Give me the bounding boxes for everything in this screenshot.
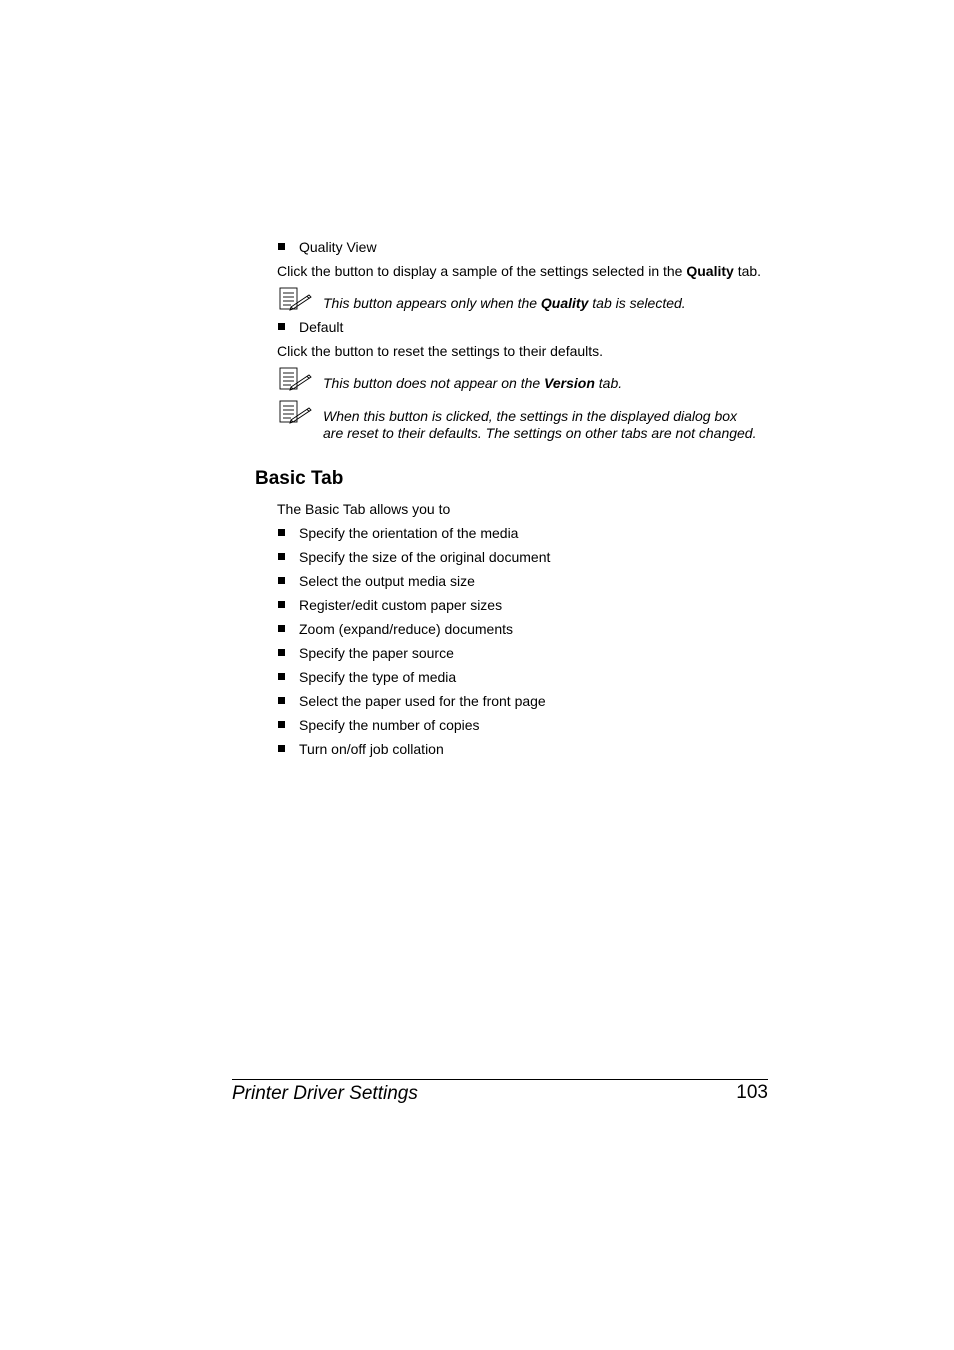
bullet-marker (278, 577, 285, 584)
bullet-marker (278, 529, 285, 536)
bullet-marker (278, 649, 285, 656)
default-description: Click the button to reset the settings to their defaults. (277, 343, 604, 359)
list-item: Zoom (expand/reduce) documents (299, 621, 513, 637)
bullet-quality-view: Quality View (299, 239, 377, 255)
note-pencil-icon (279, 367, 313, 391)
bullet-marker (278, 625, 285, 632)
default-note-clicked-line1: When this button is clicked, the settings in the displayed dialog box (323, 408, 738, 424)
basic-tab-intro: The Basic Tab allows you to (277, 501, 451, 517)
list-item: Specify the paper source (299, 645, 454, 661)
bullet-default: Default (299, 319, 344, 335)
note-pencil-icon (279, 287, 313, 311)
list-item: Register/edit custom paper sizes (299, 597, 503, 613)
list-item: Turn on/off job collation (299, 741, 444, 757)
bullet-marker (278, 243, 285, 250)
bullet-marker (278, 721, 285, 728)
list-item: Select the output media size (299, 573, 475, 589)
list-item: Select the paper used for the front page (299, 693, 546, 709)
bullet-marker (278, 553, 285, 560)
bullet-marker (278, 745, 285, 752)
bullet-marker (278, 601, 285, 608)
list-item: Specify the type of media (299, 669, 457, 685)
section-heading-basic-tab: Basic Tab (255, 468, 344, 489)
bullet-marker (278, 697, 285, 704)
default-note-clicked-line2: are reset to their defaults. The settings on other tabs are not changed. (323, 425, 757, 441)
footer-rule (232, 1079, 768, 1080)
quality-view-description: Click the button to display a sample of the settings selected in the Quality tab. (277, 263, 762, 279)
list-item: Specify the number of copies (299, 717, 480, 733)
bullet-marker (278, 323, 285, 330)
page-number: 103 (736, 1082, 768, 1103)
quality-view-note: This button appears only when the Quality tab is selected. (323, 295, 686, 311)
footer-title: Printer Driver Settings (232, 1083, 418, 1104)
note-pencil-icon (279, 400, 313, 424)
list-item: Specify the orientation of the media (299, 525, 519, 541)
list-item: Specify the size of the original document (299, 549, 551, 565)
default-note-version: This button does not appear on the Version tab. (323, 375, 623, 391)
bullet-marker (278, 673, 285, 680)
